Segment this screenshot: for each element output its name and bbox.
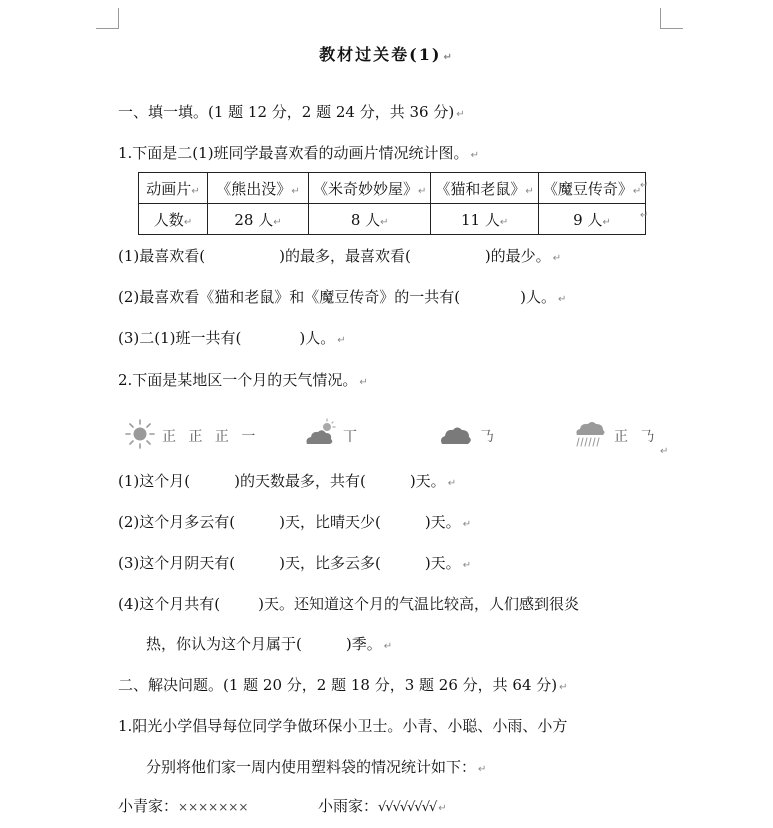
q2-sub4-line2: 热，你认为这个月属于( )季。 ↵ — [146, 635, 393, 653]
family2-record: 小雨家：√√√√√√√√ ↵ — [318, 797, 447, 815]
q2-sub3: (3)这个月阴天有( )天，比多云多( )天。 ↵ — [118, 554, 472, 572]
section1-heading: 一、填一填。(1 题 12 分，2 题 24 分，共 36 分) ↵ — [118, 103, 465, 121]
table-cell: 《魔豆传奇》↵ — [538, 173, 645, 204]
page-title: 教材过关卷(1) ↵ — [319, 45, 454, 64]
table-cell: 8 人↵ — [309, 204, 431, 235]
family1-record: 小青家：××××××× — [118, 797, 249, 815]
page-corner-top-right — [660, 8, 683, 29]
rain-tally: 正 𠄎 — [614, 429, 659, 445]
page-corner-top-left — [96, 8, 119, 29]
rain-icon — [574, 418, 608, 450]
table-row-end-mark: ↵ — [640, 210, 649, 221]
table-cell: 11 人↵ — [431, 204, 538, 235]
weather-end-mark: ↵ — [660, 446, 669, 457]
section2-heading: 二、解决问题。(1 题 20 分，2 题 18 分，3 题 26 分，共 64 分) ↵ — [118, 676, 568, 694]
q2-sub4-line1: (4)这个月共有( )天。还知道这个月的气温比较高，人们感到很炎 — [118, 595, 579, 613]
sun-icon — [124, 418, 156, 450]
cloudy-icon — [438, 418, 474, 450]
q2-sub1: (1)这个月( )的天数最多，共有( )天。 ↵ — [118, 472, 457, 490]
q1-sub2: (2)最喜欢看《猫和老鼠》和《魔豆传奇》的一共有( )人。 ↵ — [118, 288, 567, 306]
table-cell: 《熊出没》↵ — [208, 173, 309, 204]
table-cell: 9 人↵ — [538, 204, 645, 235]
sun-tally: 正 正 正 一 — [162, 429, 260, 445]
table-cell: 人数↵ — [139, 204, 208, 235]
s2-q1-line2: 分别将他们家一周内使用塑料袋的情况统计如下： ↵ — [146, 758, 487, 776]
table-cell: 28 人↵ — [208, 204, 309, 235]
table-row-end-mark: ↵ — [640, 180, 649, 191]
q1-sub3: (3)二(1)班一共有( )人。 ↵ — [118, 329, 346, 347]
q1-prompt: 1.下面是二(1)班同学最喜欢看的动画片情况统计图。 ↵ — [118, 144, 479, 162]
q2-sub2: (2)这个月多云有( )天，比晴天少( )天。 ↵ — [118, 513, 472, 531]
cloudy-tally: 𠄎 — [480, 429, 498, 445]
partly-cloudy-tally: 丅 — [343, 429, 361, 445]
table-row — [139, 204, 646, 235]
table-cell: 《猫和老鼠》↵ — [431, 173, 538, 204]
s2-q1-line1: 1.阳光小学倡导每位同学争做环保小卫士。小青、小聪、小雨、小方 — [118, 717, 568, 735]
q2-prompt: 2.下面是某地区一个月的天气情况。 ↵ — [118, 371, 368, 389]
partly-cloudy-icon — [303, 418, 337, 450]
table-header-row — [139, 173, 646, 204]
q1-sub1: (1)最喜欢看( )的最多，最喜欢看( )的最少。 ↵ — [118, 247, 562, 265]
table-cell: 动画片↵ — [139, 173, 208, 204]
cartoon-stats-table — [138, 172, 649, 235]
table-cell: 《米奇妙妙屋》↵ — [309, 173, 431, 204]
